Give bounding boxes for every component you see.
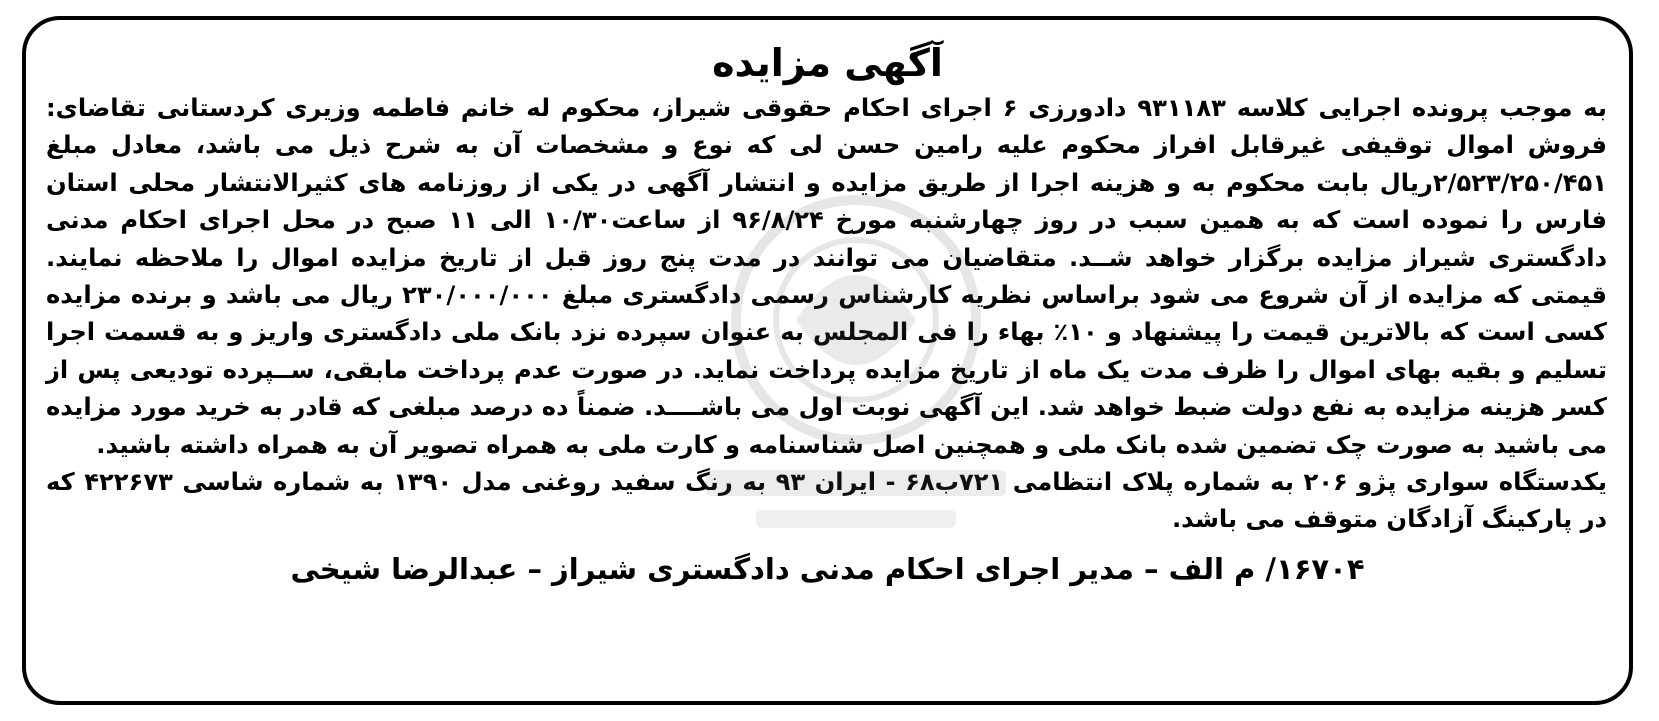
notice-body bbox=[26, 90, 1629, 539]
vehicle-paragraph: یکدستگاه سواری پژو ۲۰۶ به شماره پلاک انتظامی ۷۲۱ب۶۸ - ایران ۹۳ به رنگ سفید روغنی مدل ۱۳۹۰ به شماره شاسی ۴۲۲۶۷۳ که در پارکینگ آزادگان متوقف می باشد. bbox=[46, 468, 1608, 534]
notice-frame bbox=[22, 16, 1633, 705]
notice-title: آگهی مزایده bbox=[712, 41, 943, 85]
notice-signature: ۱۶۷۰۴/ م الف – مدیر اجرای احکام مدنی دادگستری شیراز – عبدالرضا شیخی bbox=[290, 551, 1365, 586]
main-paragraph: به موجب پرونده اجرایی کلاسه ۹۳۱۱۸۳ دادورزی ۶ اجرای احکام حقوقی شیراز، محکوم له خانم فاطمه وزیری کردستانی تقاضای: فروش اموال توقیفی غیرقابل افراز محکوم علیه رامین حسن لی که نوع و مشخصات آن به شرح ذیل می باشد، معادل مبلغ ۲/۵۲۳/۲۵۰/۴۵۱ریال بابت محکوم به و هزینه اجرا از طریق مزایده و انتشار آگهی در یکی از روزنامه های کثیرالانتشار محلی استان فارس را نموده است که به همین سبب در روز چهارشنبه مورخ ۹۶/۸/۲۴ از ساعت۱۰/۳۰ الی ۱۱ صبح در محل اجرای احکام مدنی دادگستری شیراز مزایده برگزار خواهد شــد. متقاضیان می توانند در مدت پنج روز قبل از تاریخ مزایده اموال را ملاحظه نمایند. قیمتی که مزایده از آن شروع می شود براساس نظریه کارشناس رسمی دادگستری مبلغ ۲۳۰/۰۰۰/۰۰۰ ریال می باشد و برنده مزایده کسی است که بالاترین قیمت را پیشنهاد و ۱۰٪ بهاء را فی المجلس به عنوان سپرده نزد بانک ملی دادگستری واریز و به قسمت اجرا تسلیم و بقیه بهای اموال را ظرف مدت یک ماه از تاریخ مزایده پرداخت نماید. در صورت عدم پرداخت مابقی، ســپرده تودیعی پس از کسر هزینه مزایده به نفع دولت ضبط خواهد شد. این آگهی نوبت اول می باشــــد. ضمناً ده درصد مبلغی که قادر به خرید مورد مزایده می باشید به صورت چک تضمین شده بانک ملی و همچنین اصل شناسنامه و کارت ملی به همراه تصویر آن به همراه داشته باشید. bbox=[46, 94, 1608, 459]
